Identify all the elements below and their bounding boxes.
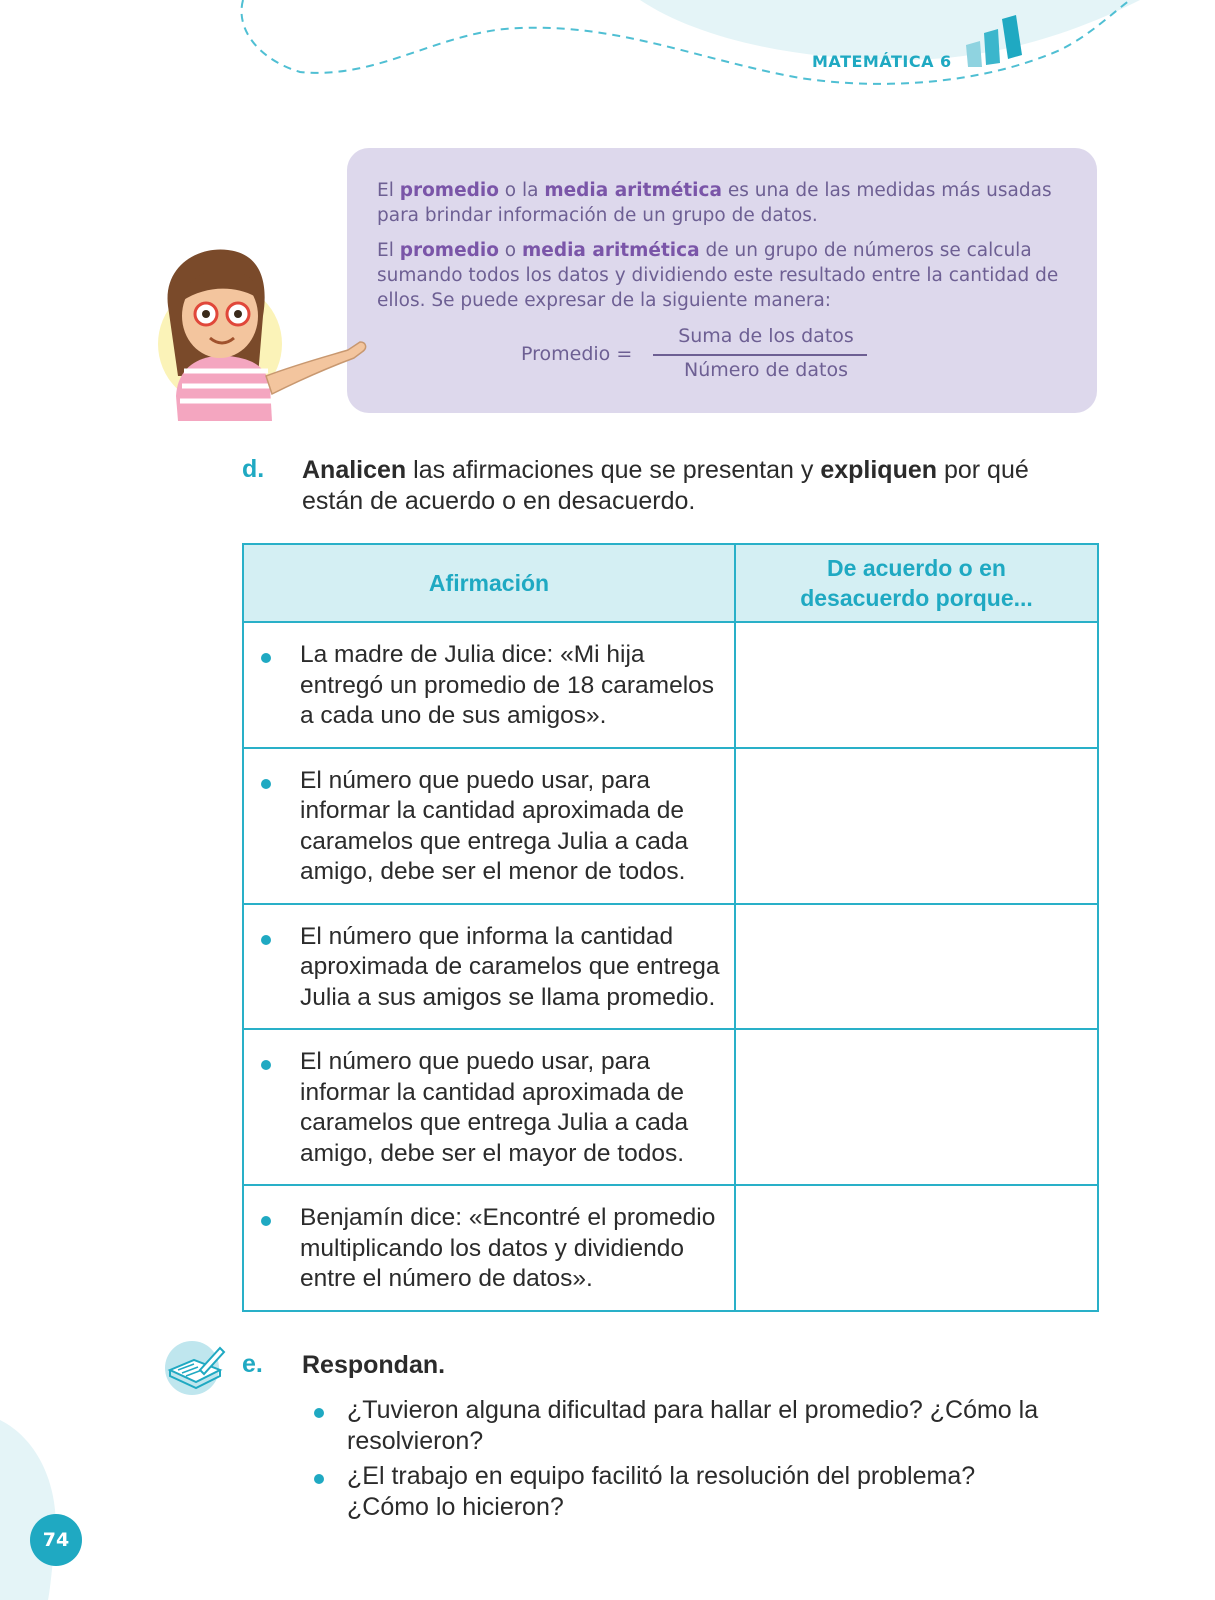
- answer-cell[interactable]: [735, 622, 1098, 748]
- statement-text: Benjamín dice: «Encontré el promedio multiplicando los datos y dividiendo entre el número de datos».: [300, 1204, 716, 1292]
- bullet-icon: [314, 1474, 324, 1484]
- bullet-icon: [261, 779, 271, 789]
- fraction-bar: [653, 354, 867, 356]
- table-row: [243, 622, 1098, 748]
- bullet-icon: [314, 1408, 324, 1418]
- list-item: ¿El trabajo en equipo facilitó la resolución del problema? ¿Cómo lo hicieron?: [302, 1461, 1062, 1522]
- definition-paragraph-2: El promedio o media aritmética de un grupo de números se calcula sumando todos los datos y dividiendo este resultado entre la cantidad de ellos. Se puede expresar de la siguiente manera:: [377, 240, 1059, 311]
- answer-cell[interactable]: [735, 904, 1098, 1030]
- bullet-icon: [261, 1216, 271, 1226]
- bullet-icon: [261, 935, 271, 945]
- answer-cell[interactable]: [735, 1185, 1098, 1311]
- question-letter-e: e.: [242, 1350, 263, 1378]
- question-e-list: [302, 1395, 1062, 1527]
- girl-pointing-illustration: [148, 246, 373, 421]
- table-row: [243, 1029, 1098, 1185]
- formula-lhs: Promedio =: [521, 343, 633, 365]
- definition-box: [347, 148, 1097, 413]
- table-row: [243, 904, 1098, 1030]
- bullet-icon: [261, 653, 271, 663]
- header-statement: Afirmación: [243, 544, 735, 622]
- statement-text: El número que informa la cantidad aproximada de caramelos que entrega Julia a sus amigos se llama promedio.: [300, 922, 720, 1011]
- table-row: [243, 748, 1098, 904]
- header-decoration: [0, 0, 1215, 110]
- definition-paragraph-1: El promedio o la media aritmética es una de las medidas más usadas para brindar información de un grupo de datos.: [377, 180, 1052, 226]
- average-formula: [521, 324, 881, 384]
- header-agreement: De acuerdo o en desacuerdo porque...: [735, 544, 1098, 622]
- statements-table: [242, 543, 1099, 1312]
- answer-cell[interactable]: [735, 748, 1098, 904]
- book-title: MATEMÁTICA 6: [812, 52, 952, 71]
- answer-cell[interactable]: [735, 1029, 1098, 1185]
- bullet-icon: [261, 1060, 271, 1070]
- notebook-pencil-icon: [164, 1340, 228, 1396]
- statement-text: El número que puedo usar, para informar la cantidad aproximada de caramelos que entrega Julia a cada amigo, debe ser el menor de todos.: [300, 766, 689, 885]
- question-e-title: Respondan.: [302, 1351, 446, 1379]
- statement-text: La madre de Julia dice: «Mi hija entregó un promedio de 18 caramelos a cada uno de sus amigos».: [300, 641, 715, 729]
- table-row: [243, 1185, 1098, 1311]
- question-d-text: Analicen las afirmaciones que se presentan y expliquen por qué están de acuerdo o en desacuerdo.: [302, 456, 1029, 515]
- table-header-row: [243, 544, 1098, 622]
- formula-numerator: Suma de los datos: [678, 325, 854, 347]
- bar-chart-logo-icon: [966, 15, 1024, 67]
- formula-denominator: Número de datos: [684, 359, 848, 381]
- page-number: 74: [30, 1514, 82, 1566]
- question-letter-d: d.: [242, 455, 265, 483]
- corner-decoration: [0, 1420, 70, 1600]
- list-item: ¿Tuvieron alguna dificultad para hallar el promedio? ¿Cómo la resolvieron?: [302, 1395, 1062, 1456]
- statement-text: El número que puedo usar, para informar la cantidad aproximada de caramelos que entrega Julia a cada amigo, debe ser el mayor de todos.: [300, 1048, 689, 1167]
